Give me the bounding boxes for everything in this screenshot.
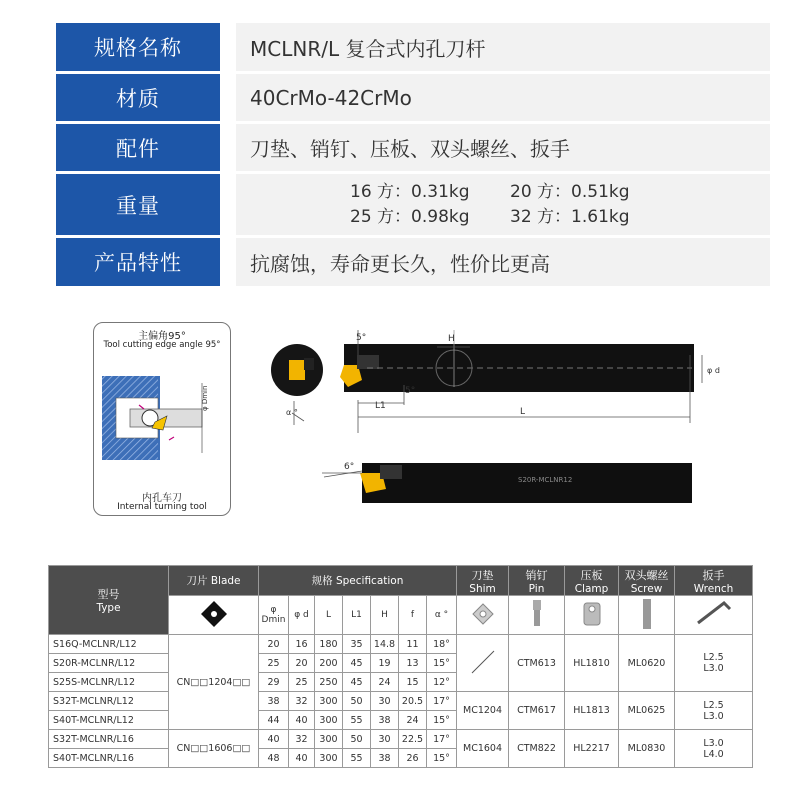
spec-table — [48, 565, 753, 768]
clamp-cell: HL1810 — [565, 635, 619, 692]
value-cell: 29 — [259, 673, 289, 692]
value-cell: 15° — [427, 711, 457, 730]
header-shim-en: Shim — [469, 582, 496, 595]
value-cell: 18° — [427, 635, 457, 654]
diagram-subtitle-en: Internal turning tool — [117, 502, 207, 512]
spec-label: 规格名称 — [56, 23, 220, 71]
value-cell: 38 — [371, 711, 399, 730]
value-cell: 24 — [399, 711, 427, 730]
weight-32: 32 方：1.61kg — [510, 206, 630, 227]
clamp-image-cell — [565, 596, 619, 635]
header-pin-en: Pin — [528, 582, 545, 595]
wrench-size: L3.0 — [703, 710, 724, 722]
shim-cell: MC1204 — [457, 692, 509, 730]
blade-cell: CN□□1606□□ — [169, 730, 259, 768]
wrench-image-cell — [675, 596, 753, 635]
value-cell: 32 — [289, 730, 315, 749]
cutting-angle-diagram — [93, 322, 231, 516]
value-cell: 38 — [259, 692, 289, 711]
header-screw — [619, 566, 675, 596]
value-cell: 45 — [343, 654, 371, 673]
type-cell: S40T-MCLNR/L16 — [49, 749, 169, 768]
value-cell: 300 — [315, 711, 343, 730]
value-cell: 30 — [371, 730, 399, 749]
col-h: H — [371, 596, 399, 635]
value-cell: 50 — [343, 730, 371, 749]
value-cell: 32 — [289, 692, 315, 711]
dim-h: H — [448, 334, 455, 344]
value-cell: 44 — [259, 711, 289, 730]
value-cell: 50 — [343, 692, 371, 711]
value-cell: 13 — [399, 654, 427, 673]
value-cell: 17° — [427, 692, 457, 711]
spec-row-material — [56, 74, 770, 121]
angle-5-side: 5° — [405, 386, 416, 396]
header-wrench-cn: 扳手 — [702, 568, 725, 582]
angle-5-top: 5° — [356, 333, 367, 343]
diagram-subtitle-cn: 内孔车刀 — [142, 493, 182, 504]
spec-value: 抗腐蚀，寿命更长久，性价比更高 — [236, 238, 770, 286]
bore-illustration — [94, 323, 232, 517]
value-cell: 16 — [289, 635, 315, 654]
header-clamp-cn: 压板 — [580, 568, 603, 582]
type-cell: S32T-MCLNR/L12 — [49, 692, 169, 711]
col-dmin: φ Dmin — [259, 596, 289, 635]
blade-image-cell — [169, 596, 259, 635]
angle-alpha: α ° — [286, 408, 298, 417]
spec-row-weight — [56, 174, 770, 235]
value-cell: 12° — [427, 673, 457, 692]
wrench-cell — [675, 635, 753, 692]
col-alpha: α ° — [427, 596, 457, 635]
angle-6: 6° — [344, 462, 355, 472]
header-pin — [509, 566, 565, 596]
value-cell: 40 — [289, 749, 315, 768]
value-cell: 25 — [259, 654, 289, 673]
value-cell: 48 — [259, 749, 289, 768]
type-cell: S16Q-MCLNR/L12 — [49, 635, 169, 654]
engraving-text: S20R-MCLNR12 — [518, 476, 573, 484]
value-cell: 55 — [343, 711, 371, 730]
spec-value: 刀垫、销钉、压板、双头螺丝、扳手 — [236, 124, 770, 171]
value-cell: 15° — [427, 654, 457, 673]
spec-row-name — [56, 23, 770, 71]
value-cell: 45 — [343, 673, 371, 692]
type-cell: S20R-MCLNR/L12 — [49, 654, 169, 673]
shim-icon — [471, 602, 495, 626]
table-header-row — [49, 566, 753, 596]
spec-value: 40CrMo-42CrMo — [236, 74, 770, 121]
weight-25: 25 方：0.98kg — [350, 206, 470, 227]
spec-panel — [56, 23, 770, 289]
clamp-cell: HL2217 — [565, 730, 619, 768]
type-cell: S32T-MCLNR/L16 — [49, 730, 169, 749]
value-cell: 19 — [371, 654, 399, 673]
value-cell: 55 — [343, 749, 371, 768]
table-row — [49, 635, 753, 654]
value-cell: 17° — [427, 730, 457, 749]
value-cell: 300 — [315, 749, 343, 768]
value-cell: 35 — [343, 635, 371, 654]
header-type — [49, 566, 169, 635]
spec-value — [236, 174, 770, 235]
header-type-cn: 型号 — [97, 588, 120, 601]
header-spec: 规格 Specification — [259, 566, 457, 596]
value-cell: 40 — [259, 730, 289, 749]
value-cell: 22.5 — [399, 730, 427, 749]
screw-image-cell — [619, 596, 675, 635]
weight-20: 20 方：0.51kg — [510, 181, 630, 202]
col-l1: L1 — [343, 596, 371, 635]
table-row — [49, 692, 753, 711]
wrench-size: L3.0 — [703, 737, 724, 749]
value-cell: 24 — [371, 673, 399, 692]
spec-row-accessories — [56, 124, 770, 171]
wrench-size: L3.0 — [703, 663, 724, 674]
wrench-cell — [675, 692, 753, 730]
header-type-en: Type — [96, 602, 121, 614]
header-clamp-en: Clamp — [574, 582, 609, 595]
blade-insert-icon — [199, 599, 229, 629]
col-f: f — [399, 596, 427, 635]
spec-label: 产品特性 — [56, 238, 220, 286]
type-cell: S40T-MCLNR/L12 — [49, 711, 169, 730]
value-cell: 15° — [427, 749, 457, 768]
not-applicable-mark — [468, 647, 498, 677]
boring-bar-side-view — [322, 455, 702, 515]
header-wrench — [675, 566, 753, 596]
header-screw-cn: 双头螺丝 — [624, 568, 669, 582]
pin-cell: CTM613 — [509, 635, 565, 692]
shim-cell: MC1604 — [457, 730, 509, 768]
header-shim-cn: 刀垫 — [471, 568, 494, 582]
header-screw-en: Screw — [630, 582, 663, 595]
spec-row-features — [56, 238, 770, 286]
value-cell: 26 — [399, 749, 427, 768]
table-row — [49, 730, 753, 749]
value-cell: 20 — [259, 635, 289, 654]
col-d: φ d — [289, 596, 315, 635]
spec-label: 重量 — [56, 174, 220, 235]
value-cell: 200 — [315, 654, 343, 673]
value-cell: 15 — [399, 673, 427, 692]
dim-d: φ d — [707, 366, 720, 375]
value-cell: 40 — [289, 711, 315, 730]
dim-l1: L1 — [375, 401, 386, 411]
value-cell: 11 — [399, 635, 427, 654]
value-cell: 300 — [315, 730, 343, 749]
blade-cell: CN□□1204□□ — [169, 635, 259, 730]
col-l: L — [315, 596, 343, 635]
shim-cell-empty — [457, 635, 509, 692]
screw-cell: ML0830 — [619, 730, 675, 768]
wrench-cell — [675, 730, 753, 768]
dmin-label: φ Dmin — [201, 385, 209, 411]
header-pin-cn: 销钉 — [525, 568, 548, 582]
pin-cell: CTM822 — [509, 730, 565, 768]
shim-image-cell — [457, 596, 509, 635]
screw-cell: ML0620 — [619, 635, 675, 692]
spec-label: 材质 — [56, 74, 220, 121]
value-cell: 20 — [289, 654, 315, 673]
value-cell: 30 — [371, 692, 399, 711]
wrench-size: L2.5 — [703, 652, 724, 663]
spec-label: 配件 — [56, 124, 220, 171]
clamp-cell: HL1813 — [565, 692, 619, 730]
header-blade: 刀片 Blade — [169, 566, 259, 596]
wrench-icon — [694, 599, 734, 629]
spec-value: MCLNR/L 复合式内孔刀杆 — [236, 23, 770, 71]
wrench-size: L4.0 — [703, 748, 724, 760]
pin-icon — [527, 598, 547, 630]
pin-cell: CTM617 — [509, 692, 565, 730]
value-cell: 20.5 — [399, 692, 427, 711]
value-cell: 250 — [315, 673, 343, 692]
pin-image-cell — [509, 596, 565, 635]
diagram-title-en: Tool cutting edge angle 95° — [103, 340, 221, 350]
value-cell: 25 — [289, 673, 315, 692]
value-cell: 38 — [371, 749, 399, 768]
clamp-icon — [580, 599, 604, 629]
screw-cell: ML0625 — [619, 692, 675, 730]
value-cell: 14.8 — [371, 635, 399, 654]
screw-icon — [638, 597, 656, 631]
type-cell: S25S-MCLNR/L12 — [49, 673, 169, 692]
header-clamp — [565, 566, 619, 596]
value-cell: 180 — [315, 635, 343, 654]
weight-16: 16 方：0.31kg — [350, 181, 470, 202]
value-cell: 300 — [315, 692, 343, 711]
diagram-title-cn: 主偏角95° — [138, 331, 186, 342]
header-wrench-en: Wrench — [693, 582, 734, 595]
boring-bar-top-view — [262, 325, 732, 435]
wrench-size: L2.5 — [703, 699, 724, 711]
header-shim — [457, 566, 509, 596]
dim-l: L — [520, 407, 526, 417]
